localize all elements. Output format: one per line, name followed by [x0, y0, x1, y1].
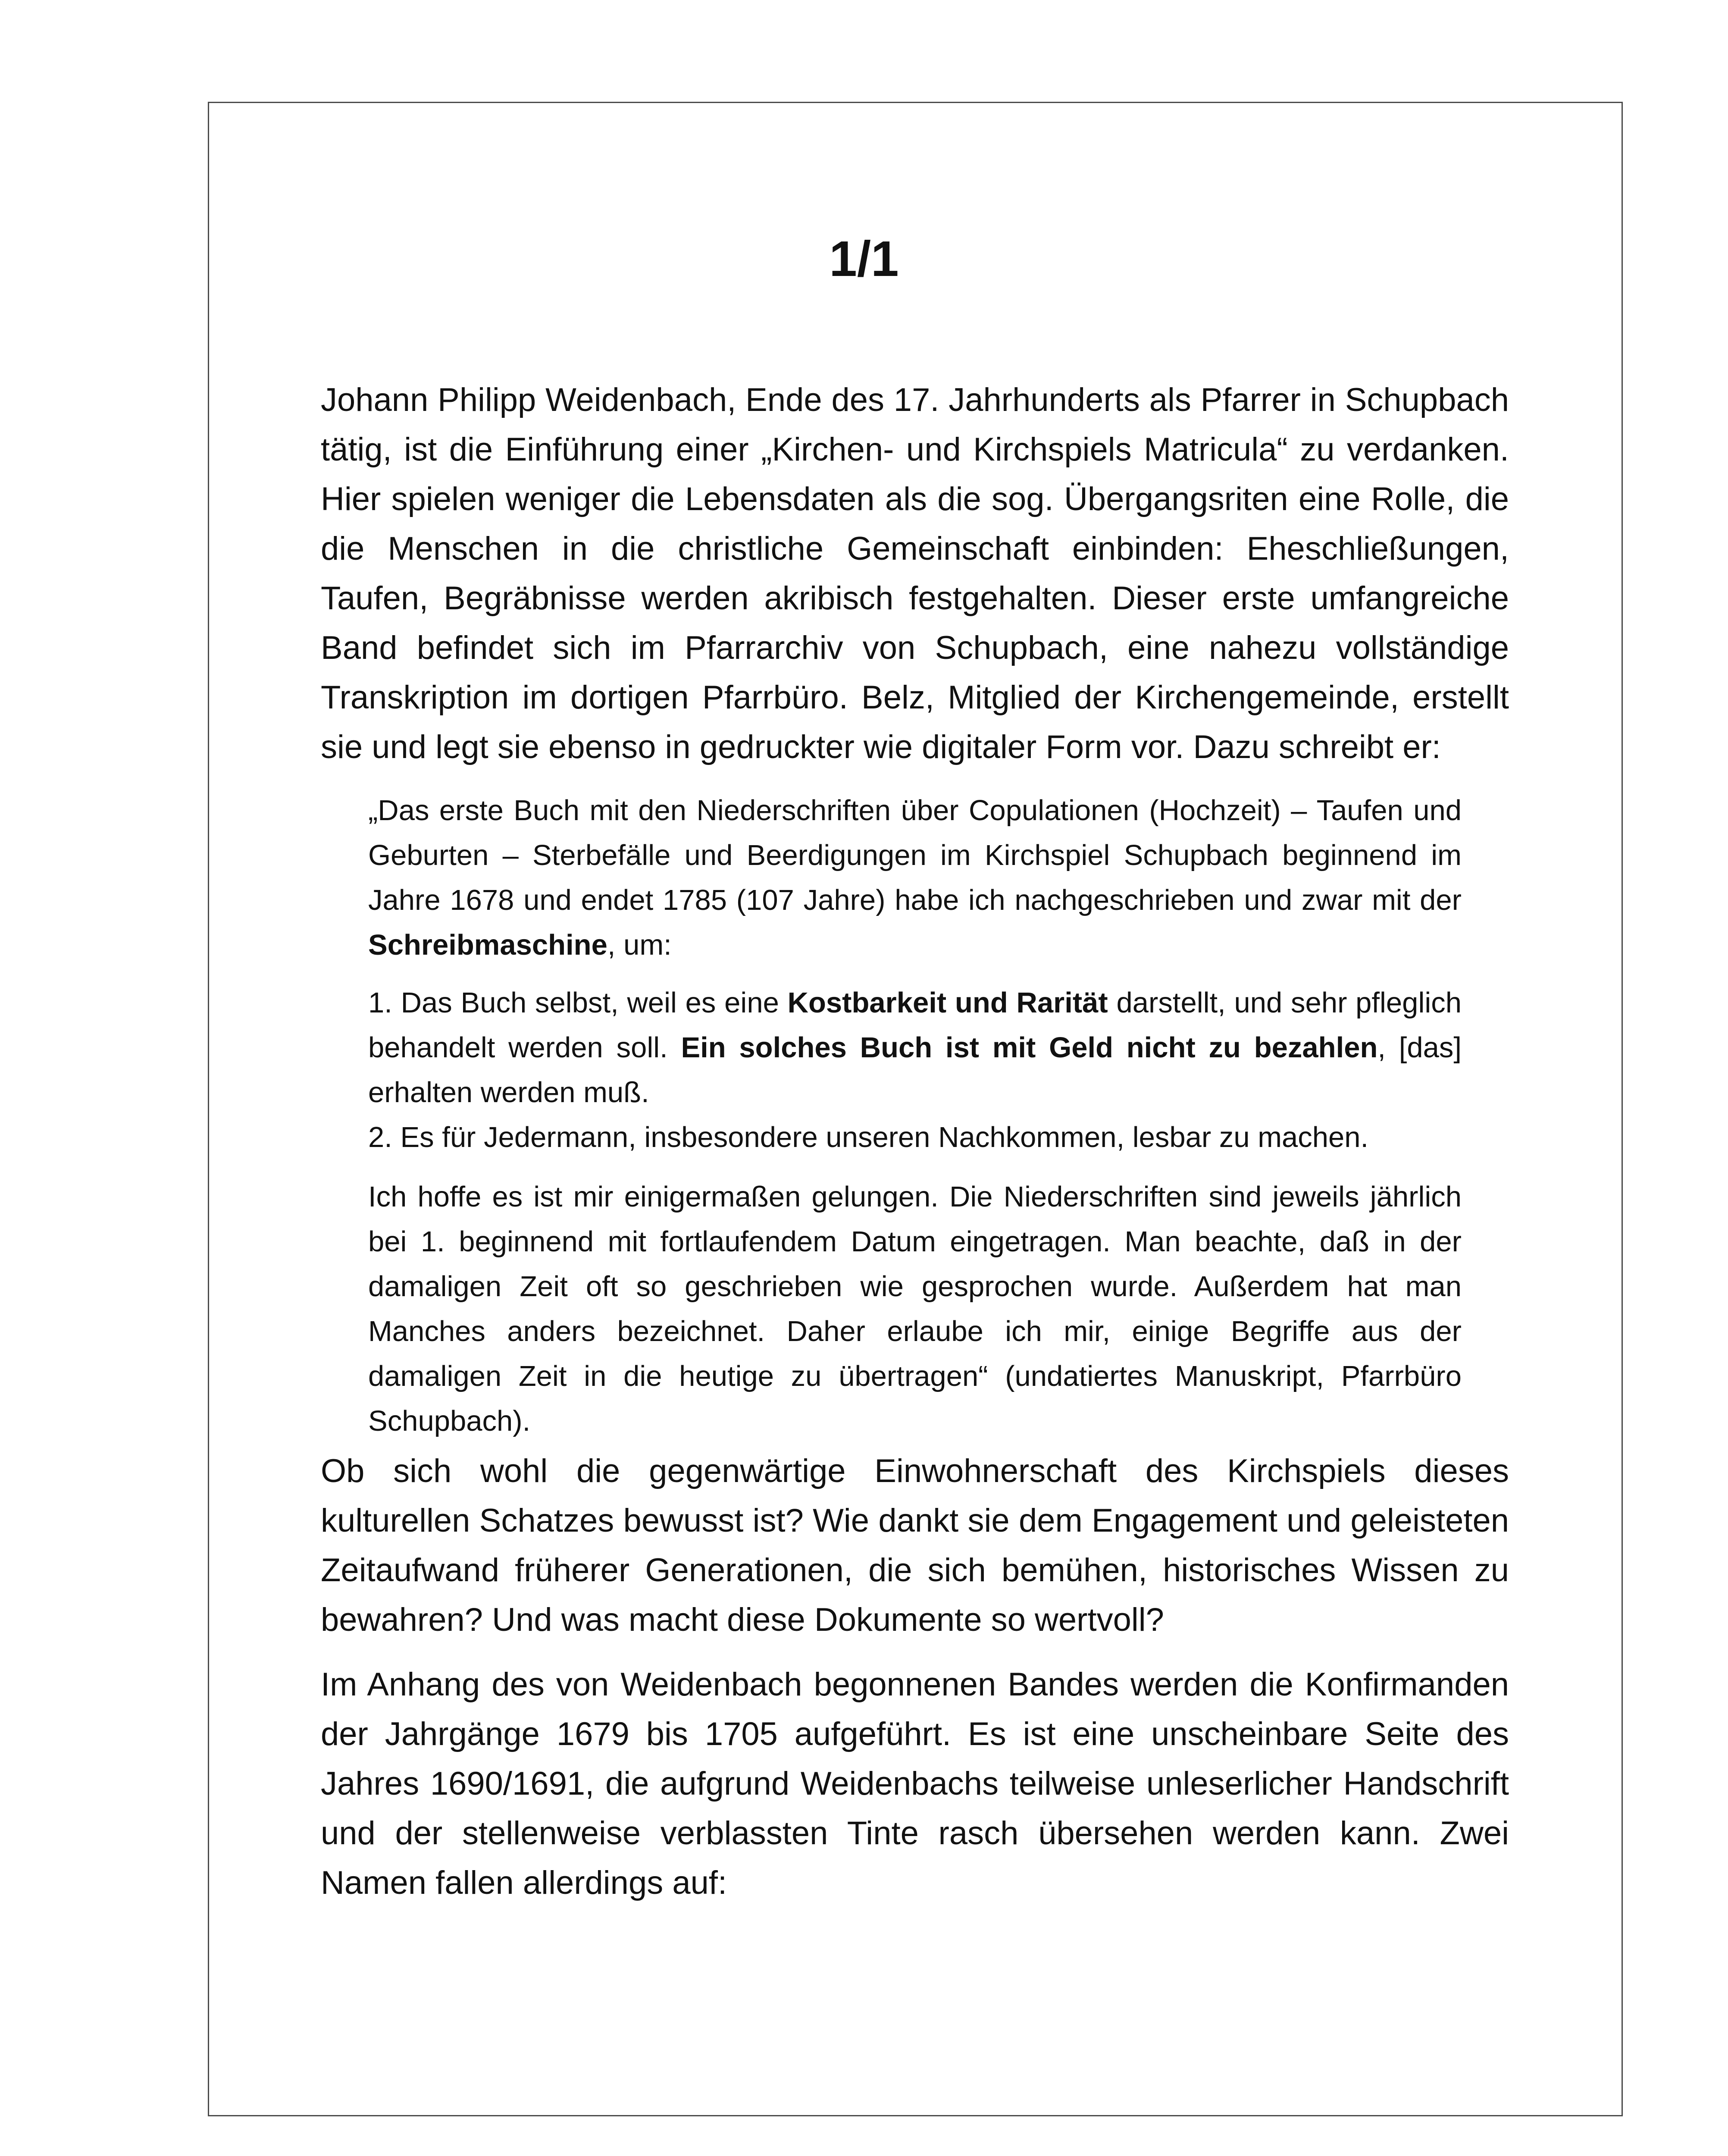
- quote-paragraph-3: 2. Es für Jedermann, insbesondere unseren Nachkommen, lesbar zu machen.: [368, 1121, 1369, 1153]
- quote-emphasis: Ein solches Buch ist mit Geld nicht zu bezahlen: [681, 1031, 1378, 1064]
- paragraph-intro: Johann Philipp Weidenbach, Ende des 17. Jahrhunderts als Pfarrer in Schupbach tätig, ist die Einführung einer „Kirchen- und Kirchspiels Matricula“ zu verdanken. Hier spielen weniger die Lebensdaten als die sog. Übergangsriten eine Rolle, die die Menschen in die christliche Gemeinschaft einbinden: Eheschließungen, Taufen, Begräbnisse werden akribisch festgehalten. Dieser erste umfangreiche Band befindet sich im Pfarrarchiv von Schupbach, eine nahezu vollständige Transkription im dortigen Pfarrbüro. Belz, Mitglied der Kirchengemeinde, erstellt sie und legt sie ebenso in gedruckter wie digitaler Form vor. Dazu schreibt er:: [321, 382, 1509, 765]
- quote-text: 1. Das Buch selbst, weil es eine: [368, 987, 788, 1019]
- quote-emphasis: Kostbarkeit und Rarität: [787, 987, 1108, 1019]
- quote-emphasis: Schreibmaschine: [368, 929, 607, 961]
- paragraph-question: Ob sich wohl die gegenwärtige Einwohnerschaft des Kirchspiels dieses kulturellen Schatzes bewusst ist? Wie dankt sie dem Engagement und geleisteten Zeitaufwand früherer Generationen, die sich bemühen, historisches Wissen zu bewahren? Und was macht diese Dokumente so wertvoll?: [321, 1453, 1509, 1638]
- quote-paragraph-2: [368, 981, 1462, 1115]
- quote-paragraph-4: Ich hoffe es ist mir einigermaßen gelungen. Die Niederschriften sind jeweils jährlich bei 1. beginnend mit fortlaufendem Datum eingetragen. Man beachte, daß in der damaligen Zeit oft so geschrieben wie gesprochen wurde. Außerdem hat man Manches anders bezeichnet. Daher erlaube ich mir, einige Begriffe aus der damaligen Zeit in die heutige zu übertragen“ (undatiertes Manuskript, Pfarrbüro Schupbach).: [368, 1181, 1462, 1437]
- quote-paragraph-1: [368, 788, 1462, 968]
- quote-text: , um:: [607, 929, 672, 961]
- quote-text: „Das erste Buch mit den Niederschriften über Copulationen (Hochzeit) – Taufen und Geburten – Sterbefälle und Beerdigungen im Kirchspiel Schupbach beginnend im Jahre 1678 und endet 1785 (107 Jahre) habe ich nachgeschrieben und zwar mit der: [368, 794, 1462, 916]
- quote-text: darstellt, und sehr pfleglich behandelt werden soll.: [368, 987, 1462, 1064]
- page-title: 1/1: [829, 231, 899, 287]
- block-quote: [368, 788, 1462, 1444]
- body-text: [321, 375, 1509, 1908]
- paragraph-appendix: Im Anhang des von Weidenbach begonnenen Bandes werden die Konfirmanden der Jahrgänge 1679 bis 1705 aufgeführt. Es ist eine unscheinbare Seite des Jahres 1690/1691, die aufgrund Weidenbachs teilweise unleserlicher Handschrift und der stellenweise verblassten Tinte rasch übersehen werden kann. Zwei Namen fallen allerdings auf:: [321, 1666, 1509, 1901]
- quote-text: , [das] erhalten werden muß.: [368, 1031, 1462, 1109]
